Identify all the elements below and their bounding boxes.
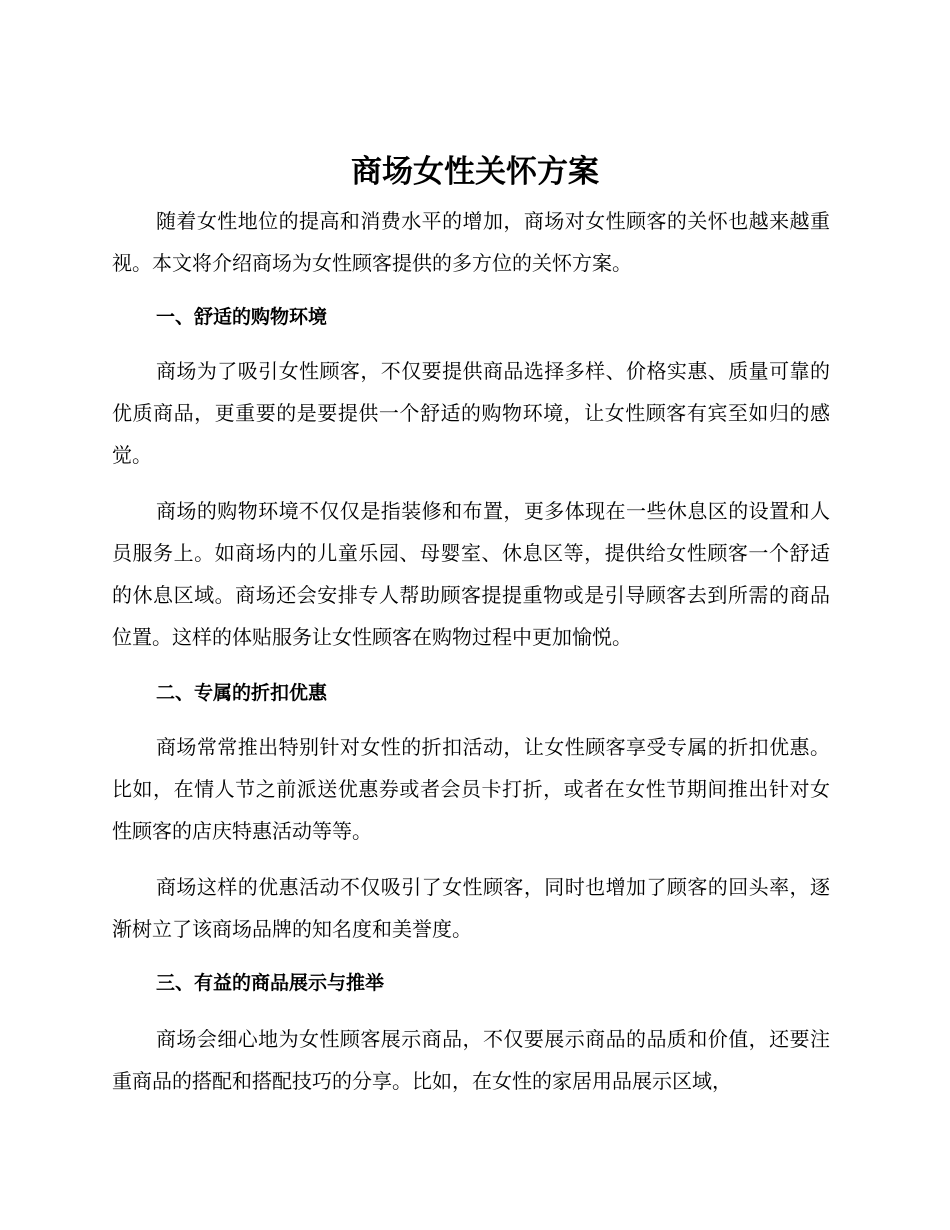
section-1-heading: 一、舒适的购物环境 xyxy=(156,306,328,328)
section-3-heading: 三、有益的商品展示与推举 xyxy=(156,972,385,994)
document-title: 商场女性关怀方案 xyxy=(351,154,599,190)
section-1-paragraph-1: 商场为了吸引女性顾客，不仅要提供商品选择多样、价格实惠、质量可靠的优质商品，更重要的是要提供一个舒适的购物环境，让女性顾客有宾至如归的感觉。 xyxy=(112,359,830,467)
intro-paragraph: 随着女性地位的提高和消费水平的增加，商场对女性顾客的关怀也越来越重视。本文将介绍商场为女性顾客提供的多方位的关怀方案。 xyxy=(112,209,830,275)
section-2-paragraph-1: 商场常常推出特别针对女性的折扣活动，让女性顾客享受专属的折扣优惠。比如，在情人节之前派送优惠券或者会员卡打折，或者在女性节期间推出针对女性顾客的店庆特惠活动等等。 xyxy=(112,735,830,843)
section-2-paragraph-2: 商场这样的优惠活动不仅吸引了女性顾客，同时也增加了顾客的回头率，逐渐树立了该商场品牌的知名度和美誉度。 xyxy=(112,875,830,941)
section-2-heading: 二、专属的折扣优惠 xyxy=(156,682,328,704)
section-3-paragraph-1: 商场会细心地为女性顾客展示商品，不仅要展示商品的品质和价值，还要注重商品的搭配和搭配技巧的分享。比如，在女性的家居用品展示区域， xyxy=(112,1027,830,1093)
section-1-paragraph-2: 商场的购物环境不仅仅是指装修和布置，更多体现在一些休息区的设置和人员服务上。如商场内的儿童乐园、母婴室、休息区等，提供给女性顾客一个舒适的休息区域。商场还会安排专人帮助顾客提提重物或是引导顾客去到所需的商品位置。这样的体贴服务让女性顾客在购物过程中更加愉悦。 xyxy=(112,499,830,649)
